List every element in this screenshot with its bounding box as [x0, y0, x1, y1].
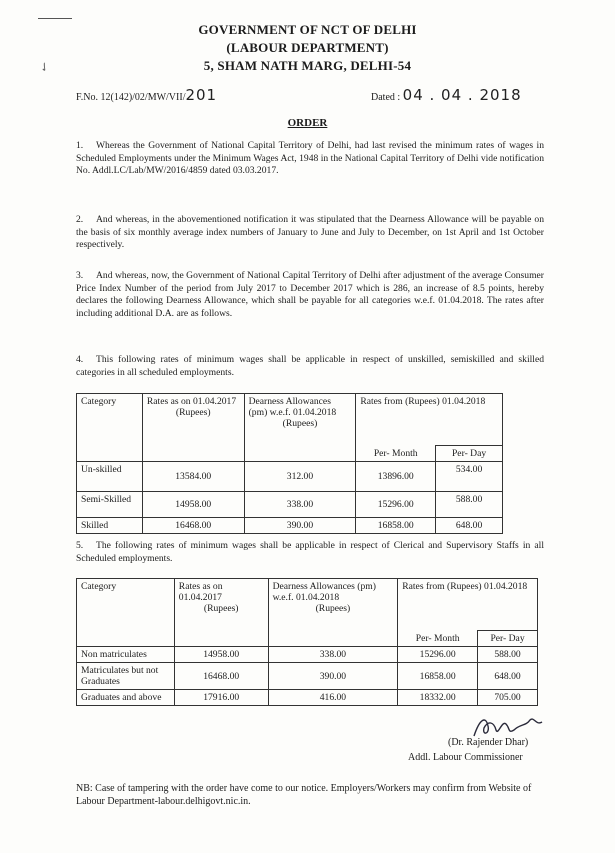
cell-da: 338.00	[244, 492, 356, 518]
header-per-day: Per- Day	[478, 631, 538, 647]
paragraph-number: 1.	[76, 140, 84, 151]
paragraph-text: This following rates of minimum wages shall be applicable in respect of unskilled, semiskilled and skilled categories in all scheduled employments.	[76, 354, 544, 378]
paragraph-2	[76, 214, 544, 252]
table-header-row	[77, 394, 503, 446]
cell-per-month: 13896.00	[356, 462, 436, 492]
cell-da: 390.00	[244, 518, 356, 534]
cell-per-month: 16858.00	[356, 518, 436, 534]
cell-per-day: 588.00	[436, 492, 503, 518]
header-rupees: (Rupees)	[203, 603, 239, 614]
file-number-handwritten: 201	[185, 86, 218, 104]
cell-per-day: 705.00	[478, 690, 538, 706]
header-rupees: (Rupees)	[282, 418, 318, 429]
paragraph-5	[76, 540, 544, 565]
header-government: GOVERNMENT OF NCT OF DELHI	[198, 22, 417, 37]
cell-da: 416.00	[268, 690, 398, 706]
paragraph-4	[76, 354, 544, 379]
header-da	[244, 394, 356, 462]
cell-rate-2017: 16468.00	[174, 663, 268, 690]
cell-category: Matriculates but not Graduates	[77, 663, 175, 690]
header-rates-2017-label: Rates as on 01.04.2017	[178, 581, 223, 603]
cell-category: Skilled	[77, 518, 143, 534]
header-rates-2017	[142, 394, 244, 462]
header-per-day: Per- Day	[436, 446, 503, 462]
staple-mark-icon: ✓	[36, 58, 54, 76]
file-number-prefix: F.No. 12(142)/02/MW/VII/	[76, 92, 186, 103]
cell-per-day: 588.00	[478, 647, 538, 663]
cell-rate-2017: 17916.00	[174, 690, 268, 706]
cell-rate-2017: 14958.00	[174, 647, 268, 663]
header-per-month: Per- Month	[356, 446, 436, 462]
wages-table-clerical	[76, 578, 538, 706]
file-number	[76, 86, 217, 104]
cell-rate-2017: 16468.00	[142, 518, 244, 534]
cell-per-month: 16858.00	[398, 663, 478, 690]
table-row	[77, 492, 503, 518]
table-row	[77, 647, 538, 663]
cell-per-month: 18332.00	[398, 690, 478, 706]
paragraph-text: And whereas, in the abovementioned notification it was stipulated that the Dearness Allowance will be payable on the basis of six monthly average index numbers of January to June and July to December, on 1st April and 1st October respectively.	[76, 214, 544, 251]
nb-note: NB: Case of tampering with the order have come to our notice. Employers/Workers may confirm from Website of Labour Department-labour.delhigovt.nic.in.	[76, 783, 532, 807]
cell-per-month: 15296.00	[398, 647, 478, 663]
table-row	[77, 518, 503, 534]
cell-da: 312.00	[244, 462, 356, 492]
header-per-month: Per- Month	[398, 631, 478, 647]
paragraph-1	[76, 140, 544, 178]
cell-category: Un-skilled	[77, 462, 143, 492]
date-line	[371, 86, 522, 104]
header-rates-from: Rates from (Rupees) 01.04.2018	[398, 579, 538, 631]
cell-category: Graduates and above	[77, 690, 175, 706]
header-da-label: Dearness Allowances (pm) w.e.f. 01.04.2018	[248, 396, 337, 418]
header-rupees: (Rupees)	[175, 407, 211, 418]
header-rupees: (Rupees)	[315, 603, 351, 614]
cell-rate-2017: 14958.00	[142, 492, 244, 518]
cell-per-day: 648.00	[436, 518, 503, 534]
cell-rate-2017: 13584.00	[142, 462, 244, 492]
signature-name: (Dr. Rajender Dhar)	[448, 737, 529, 748]
cell-per-day: 534.00	[436, 462, 503, 492]
paragraph-number: 2.	[76, 214, 84, 225]
header-da	[268, 579, 398, 647]
table-row	[77, 462, 503, 492]
paragraph-text: The following rates of minimum wages shall be applicable in respect of Clerical and Supervisory Staffs in all Scheduled employments.	[76, 540, 544, 564]
paragraph-3	[76, 270, 544, 320]
wages-table-skill	[76, 393, 503, 534]
paragraph-text: And whereas, now, the Government of National Capital Territory of Delhi after adjustment of the average Consumer Price Index Number of the period from July 2017 to December 2017 which is 286, an increase of 8.5 points, hereby declares the following Dearness Allowance, which shall be payable for all categories w.e.f. 01.04.2018. The rates after including additional D.A. are as follows.	[76, 270, 544, 319]
paragraph-number: 4.	[76, 354, 84, 365]
header-rates-2017	[174, 579, 268, 647]
paragraph-text: Whereas the Government of National Capital Territory of Delhi, had last revised the minimum rates of wages in Scheduled Employments under the Minimum Wages Act, 1948 in the National Capital Territory of Delhi vide notification No. Addl.LC/Lab/MW/2016/4859 dated 03.03.2017.	[76, 140, 544, 177]
date-handwritten: 04 . 04 . 2018	[402, 86, 522, 104]
order-title: ORDER	[287, 117, 328, 129]
cell-da: 390.00	[268, 663, 398, 690]
header-category: Category	[77, 579, 175, 647]
header-rates-from: Rates from (Rupees) 01.04.2018	[356, 394, 503, 446]
cell-da: 338.00	[268, 647, 398, 663]
paragraph-number: 5.	[76, 540, 84, 551]
date-label: Dated :	[371, 92, 401, 103]
table-header-row	[77, 579, 538, 631]
cell-category: Semi-Skilled	[77, 492, 143, 518]
cell-category: Non matriculates	[77, 647, 175, 663]
header-category: Category	[77, 394, 143, 462]
header-da-label: Dearness Allowances (pm) w.e.f. 01.04.2018	[272, 581, 376, 603]
table-row	[77, 690, 538, 706]
table-row	[77, 663, 538, 690]
cell-per-month: 15296.00	[356, 492, 436, 518]
signature-title: Addl. Labour Commissioner	[408, 752, 523, 763]
cell-per-day: 648.00	[478, 663, 538, 690]
header-department: (LABOUR DEPARTMENT)	[226, 40, 389, 55]
header-rates-2017-label: Rates as on 01.04.2017	[146, 396, 237, 407]
paragraph-number: 3.	[76, 270, 84, 281]
corner-mark	[38, 18, 72, 19]
header-address: 5, SHAM NATH MARG, DELHI-54	[203, 58, 412, 73]
